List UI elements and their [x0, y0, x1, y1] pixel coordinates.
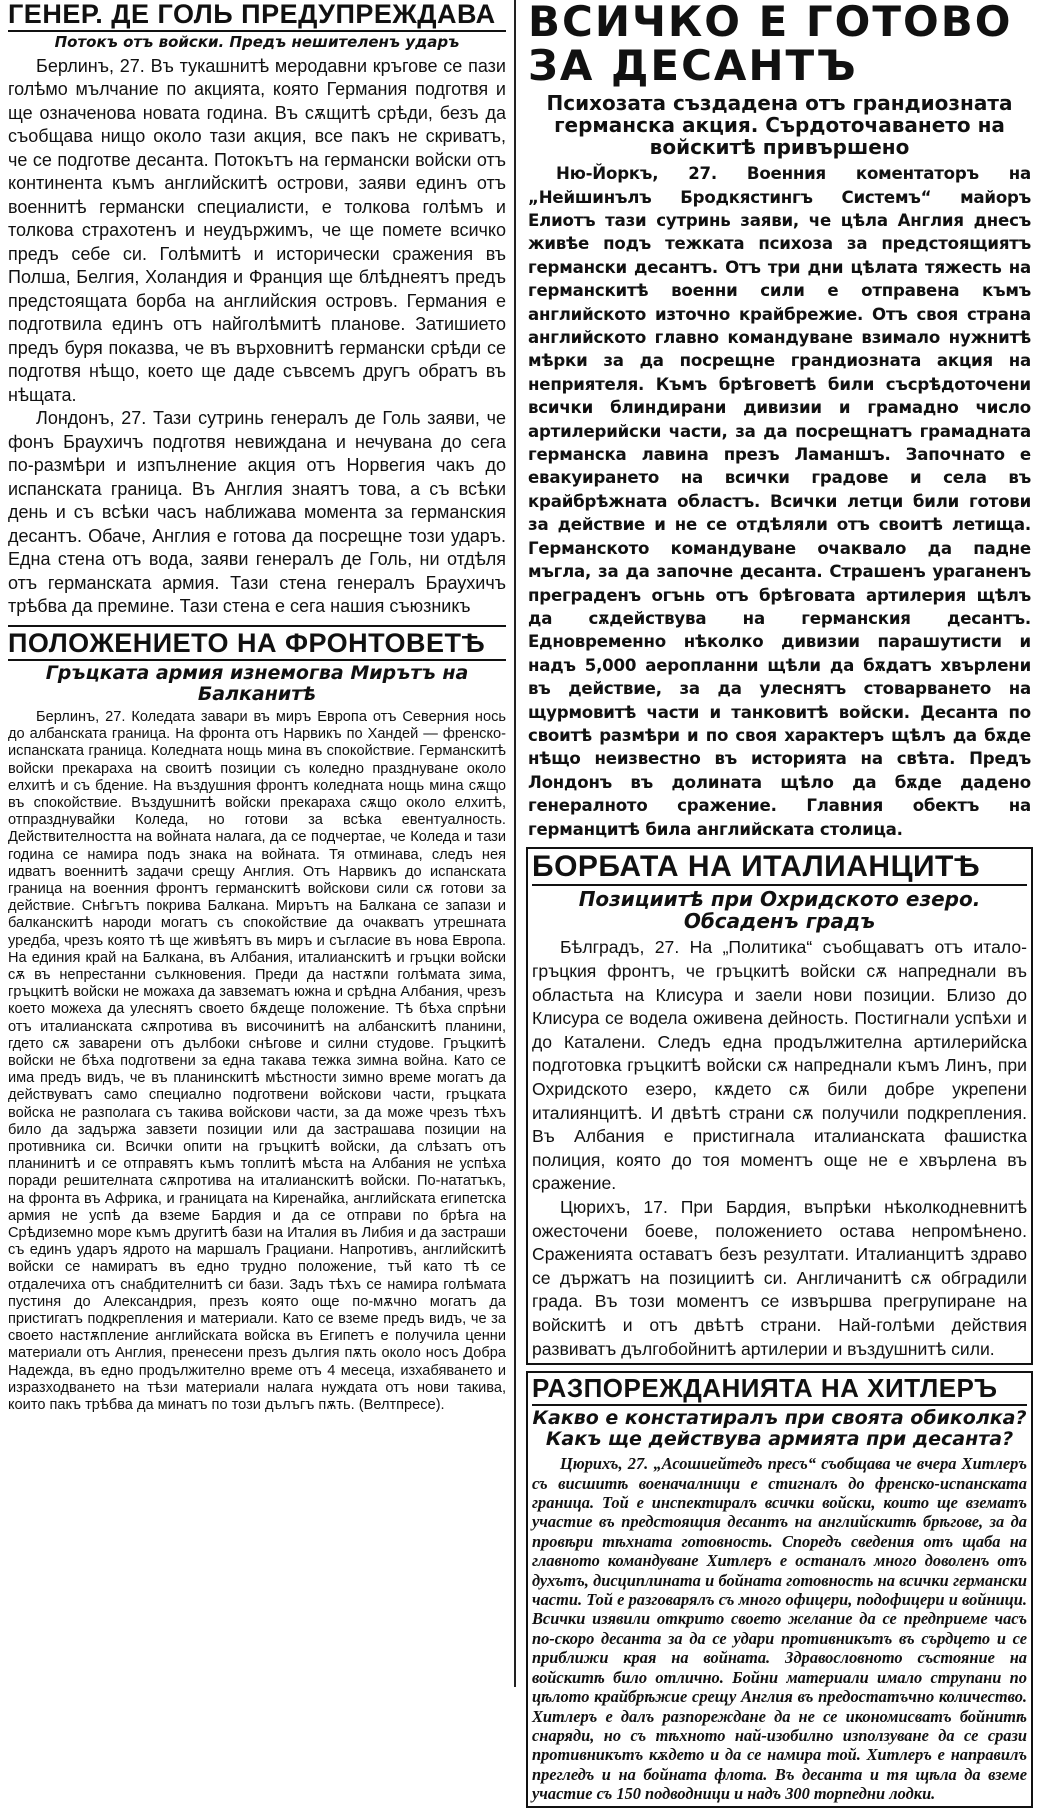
article-hitler	[526, 1371, 1033, 1807]
article-italians	[526, 847, 1033, 1365]
article-body	[528, 162, 1031, 841]
paragraph: Лондонъ, 27. Тази сутринь генералъ де Голь заяви, че фонъ Браухичъ подготвя невиждана и нечувана до сега по-размѣри и изпълнение акция отъ Норвегия чакъ до испанската граница. Въ Англия знаятъ това, а съ всѣки день и съ всѣки часъ наближава момента за германския десантъ. Обаче, Англия е готова да посрещне този ударъ. Една стена отъ вода, заяви генералъ де Голь, ни отдѣля отъ германската армия. Тази стена генералъ Браухичъ трѣбва да премине. Тази стена е сега нашия съюзникъ	[8, 408, 506, 617]
headline: РАЗПОРЕЖДАНИЯТА НА ХИТЛЕРЪ	[532, 1375, 1027, 1406]
headline: ПОЛОЖЕНИЕТО НА ФРОНТОВЕТѢ	[8, 625, 506, 661]
column-divider	[514, 0, 516, 1687]
paragraph: Берлинъ, 27. Коледата завари въ миръ Европа отъ Северния нось до албанската граница. На фронта отъ Нарвикъ по Хандей — френско-испанската граница. Коледната нощь мина въ спокойствие. Германскитѣ войски прекараха на своитѣ позиции съ коледно празднуване около елхитѣ и съ бдение. На въздушния фронтъ коледната нощь мина сѫщо въ спокойствие. Въздушнитѣ войски прекараха сѫщо около елхитѣ, отпразднувайки Коледа, но готови за всѣка евентуалность. Действителността на войната налага, да се подчертае, че Коледа и тази година се намира подъ знака на войната. Тя отминава, следъ нея идватъ военнитѣ задачи срещу Англия. Отъ Нарвикъ до испанската граница на военния фронтъ германскитѣ войскови сили сѫ готови за действие. Снѣгътъ покрива Балкана. Мирътъ на Балкана се запази и балканскитѣ народи могатъ съ спокойствие да очакватъ утрешната уредба, чрезъ която тѣ ще живѣятъ въ миръ и съгласие въ нова Европа. На единия край на Балкана, въ Албания, италианскитѣ и гръцки войски сѫ въ непрестанни сълкновения. Преди да настѫпи голѣмата зима, гръцкитѣ войски не можаха да завзематъ южна и срѣдна Албания, чрезъ което можеха да улеснятъ своето бѫдеще положение. Тѣ бѣха спрѣни отъ италианската сѫпротива въ височинитѣ на албанскитѣ планини, гдето сѫ заварени отъ дълбоки снѣгове и силни студове. Гръцкитѣ войски не бѣха подготвени за една такава тежка зимна война. Като се има предъ видъ, че въ планинскитѣ мѣстности зимно време могатъ да действуватъ само специално подготвени войскови части, гръцката войска не разполага съ такива войскови части, за да може чрезъ тѣхъ било да задържа завзети позиции или да застрашава позиции на противника си. Всички опити на гръцкитѣ войски, да слѣзатъ отъ планинитѣ и се отправятъ къмъ топлитѣ мѣста на Албания не успѣха поради решителната сѫпротива на италианскитѣ войски. По-нататъкъ, на фронта въ Африка, и границата на Киренайка, английската египетска армия не успѣ да вземе Бардия и да се отправи по брѣга на Срѣдиземно море къмъ другитѣ бази на Италия въ Либия и да застраши съ единъ ударъ ядрото на маршалъ Грациани. Напротивъ, английскитѣ войски се намиратъ въ едно трудно положение, тъй като тѣ се отдалечиха отъ снабдителнитѣ си бази. Задъ тѣхъ се намира голѣмата пустиня до Александрия, презъ която още по-мѫчно могатъ да пристигатъ подкрепления и материали. Като се вземе предъ видъ, че за своето настѫпление английската войска въ Египетъ е получила ценни материали отъ Англия, пренесени презъ дългия пѫть около носъ Добра Надежда, въ едно продължително време отъ 4 месеца, изхабяването и изразходването на тѣзи материали налага нуждата отъ нови такива, които пакъ трѣбва да минатъ по този дълъгъ пѫть. (Велтпресе).	[8, 708, 506, 1414]
paragraph: Бѣлградъ, 27. На „Политика“ съобщаватъ отъ итало-гръцкия фронтъ, че гръцкитѣ войски сѫ напреднали въ областьта на Клисура и заели нови позиции. Близо до Клисура се водела оживена дейность. Постигнали успѣхи и до Каталени. Следъ една продължителна артилерийска подготовка гръцкитѣ войски сѫ напреднали къмъ Линъ, при Охридското езеро, кѫдето сѫ били добре укрепени италиянцитѣ. И двѣтѣ страни сѫ получили подкрепления. Въ Албания е пристигнала италианската фашистка полиция, която до тоя моментъ още не е хвърлена въ сражение.	[532, 937, 1027, 1194]
article-landing-ready	[526, 0, 1033, 841]
paragraph: Цюрихъ, 17. При Бардия, въпрѣки нѣколкодневнитѣ ожесточени боеве, положението остава непромѣнено. Сраженията оставатъ безъ резултати. Италианцитѣ здраво се държатъ на позициитѣ си. Англичанитѣ сѫ обградили града. Въ този моментъ се извършва прегрупиране на войскитѣ и отъ двѣтѣ страни. Най-голѣми действия развиватъ дългобойнитѣ артилерии и въздушнитѣ сили.	[532, 1197, 1027, 1359]
subheadline: Психозата създадена отъ грандиозната германска акция. Сърдоточаването на войскитѣ привършено	[546, 91, 1013, 160]
headline: ГЕНЕР. ДЕ ГОЛЬ ПРЕДУПРЕЖДАВА	[8, 0, 506, 32]
article-body	[532, 1454, 1027, 1803]
headline: БОРБАТА НА ИТАЛИАНЦИТѢ	[532, 851, 1027, 887]
subheadline: Позициитѣ при Охридското езеро. Обсаденъ градъ	[578, 887, 981, 934]
article-fronts	[6, 625, 508, 1414]
left-column	[6, 0, 508, 1687]
article-body	[532, 936, 1027, 1361]
right-column	[526, 0, 1033, 1804]
article-body	[8, 55, 506, 619]
headline: ВСИЧКО Е ГОТОВО ЗА ДЕСАНТЪ	[528, 0, 1013, 91]
subheadline: Гръцката армия изнемогва Мирътъ на Балканитѣ	[45, 662, 469, 706]
paragraph: Цюрихъ, 27. „Асошиейтедъ пресъ“ съобщава че вчера Хитлеръ съ висшитѣ военачалници е стигналъ до френско-испанската граница. Той е инспектиралъ всички войски, които ще взематъ участие въ предстоящия десантъ на английскитѣ брѣгове, за да провѣри тѣхната готовность. Споредъ сведения отъ щаба на главното командуване Хитлеръ е останалъ много доволенъ отъ духътъ, дисциплината и бойната готовность на всички германски части. Той е разговарялъ съ много офицери, подофицери и войници. Всички изявили открито своето желание да се предприеме часъ по-скоро десанта за да се удари противникътъ въ сърдцето и се приближи края на войната. Здравословното състояние на войскитѣ било отлично. Бойни материали имало струпани по цѣлото крайбрѣжие срещу Англия въ предостатъчно количество. Хитлеръ е далъ разпореждане да не се икономисватъ бойнитѣ снаряди, но съ тѣхното най-изобилно използуване да се срази противникътъ кѫдето и да се намира той. Хитлеръ е направилъ прегледъ и на бойната флота. Въ десанта и тя щѣла да вземе участие съ 150 подводници и надъ 300 торпедни лодки.	[532, 1454, 1027, 1804]
subheadline: Какво е констатиралъ при своята обиколка? Какъ ще действува армията при десанта?	[532, 1407, 1027, 1451]
paragraph: Ню-Йоркъ, 27. Военния коментаторъ на „Нейшинълъ Бродкястингъ Системъ“ майоръ Елиотъ тази сутринь заяви, че цѣла Англия днесъ живѣе подъ тежката психоза за предстоящиятъ германски десантъ. Отъ три дни цѣлата тяжесть на германскитѣ военни сили е отправена къмъ английското източно крайбрежие. Отъ своя страна английското главно командуване взимало нужнитѣ мѣрки за да посрещне грандиозната акция на неприятеля. Къмъ брѣговетѣ били съсрѣдоточени всички блиндирани дивизии и грамадно число артилерийски части, за да посрещнатъ грамадната германска лавина презъ Ламаншъ. Започнато е евакуирането на всички градове и села въ крайбрѣжната областъ. Всички летци били готови за действие и не се отдѣляли отъ своитѣ летища. Германското командуване очаквало да падне мъгла, за да започне десанта. Страшенъ ураганенъ преграденъ огънь отъ брѣговата артилерия щѣлъ да сѫдействува на германския десантъ. Едновременно нѣколко дивизии парашутисти и надъ 5,000 аеропланни щѣли да бѫдатъ хвърлени въ действие, за да улеснятъ стоварването на щурмовитѣ части и танковитѣ войски. Десанта по своитѣ размѣри и по своя характеръ щѣлъ да бѫде нѣщо неизвестно въ историята на свѣта. Предъ Лондонъ въ долината щѣло да бѫде дадено генералното сражение. Главния обектъ на германцитѣ била английската столица.	[528, 164, 1031, 839]
subheadline: Потокъ отъ войски. Предъ нешителенъ ударъ	[54, 33, 460, 52]
paragraph: Берлинъ, 27. Въ тукашнитѣ меродавни кръгове се пази голѣмо мълчание по акцията, която Германия подготвя и ще означенова новата година. Въ сѫщитѣ срѣди, безъ да съобщава нищо около тази акция, все пакъ не скриватъ, че се подготве десанта. Потокътъ на германски войски отъ континента къмъ английскитѣ острови, заяви единъ отъ военнитѣ германски специалисти, е толкова голѣмъ и толкова страхотенъ и неудържимъ, че ще помете всичко предъ себе си. Голѣмитѣ и исторически сражения въ Полша, Белгия, Холандия и Франция ще блѣднеятъ предъ предстоящата борба на английския островъ. Германия е подготвила единъ отъ найголѣмитѣ планове. Затишието предъ буря показва, че въ върховнитѣ германски срѣди се подготвя нѣщо, което ще даде съвсемъ другъ обратъ въ нѣщата.	[8, 55, 506, 405]
article-body	[8, 709, 506, 1414]
article-de-gaulle	[6, 0, 508, 619]
